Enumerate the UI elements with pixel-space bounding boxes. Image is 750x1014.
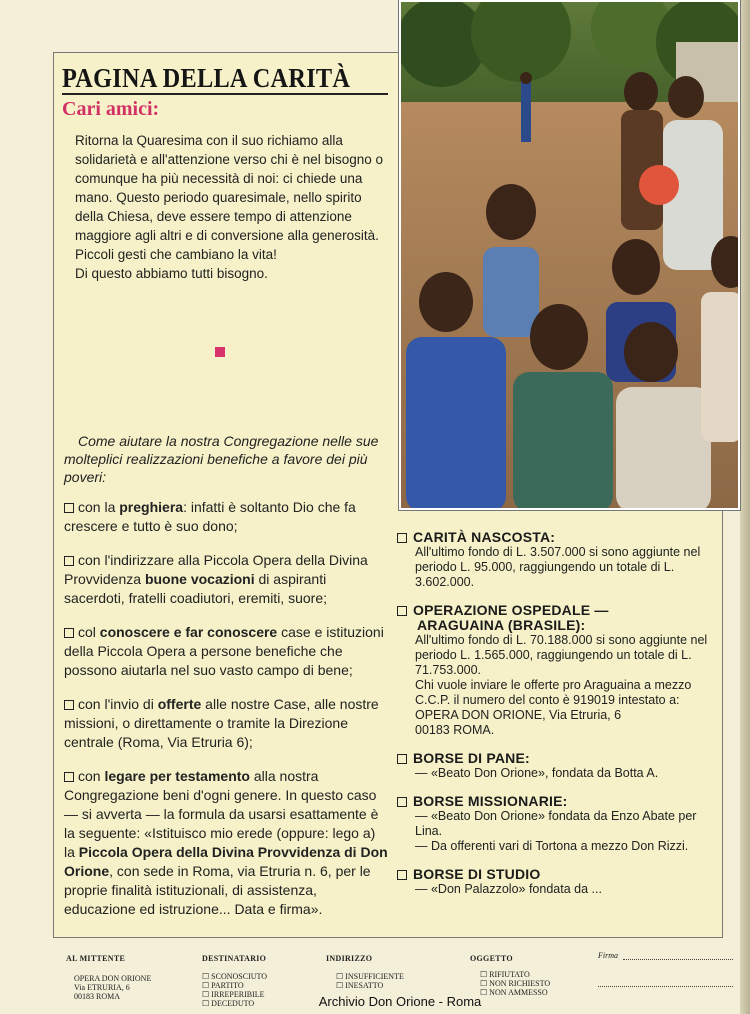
way-item-knowledge: col conoscere e far conoscere case e istituzioni della Piccola Opera a persone benefiche che possono aiutarla nel suo vasto campo di bene; [64, 624, 384, 678]
checkbox-icon [397, 870, 407, 880]
checkbox-icon [64, 700, 74, 710]
indirizzo-option: ☐ INESATTO [336, 981, 384, 990]
funds-column [397, 530, 719, 910]
checkbox-icon [397, 797, 407, 807]
section-borse-missionarie: BORSE MISSIONARIE: — «Beato Don Orione» fondata da Enzo Abate per Lina. — Da offerenti vari di Tortona a mezzo Don Rizzi. [397, 794, 719, 854]
checkbox-icon [64, 556, 74, 566]
way-item-testament: con legare per testamento alla nostra Congregazione beni d'ogni genere. In questo caso — si avverta — la formula da usarsi esattamente è la seguente: «Istituisco mio erede (oppure: lego a) la Piccola Opera della Divina Provvidenza di Don Orione, con sede in Roma, via Etruria n. 6, per le proprie finalità istituzionali, di assistenza, educazione ed istruzione... Data e firma». [64, 768, 388, 917]
way-item-offerings: con l'invio di offerte alle nostre Case, alle nostre missioni, o direttamente o tramite la Direzione centrale (Roma, Via Etruria 6); [64, 696, 379, 750]
signature-line [623, 959, 733, 960]
way-item-prayer: con la preghiera: infatti è soltanto Dio che fa crescere e tutto è suo dono; [64, 499, 356, 534]
destinatario-option: ☐ IRREPERIBILE [202, 990, 265, 999]
checkbox-icon [64, 628, 74, 638]
title-rule [62, 93, 388, 95]
destinatario-option: ☐ DECEDUTO [202, 999, 255, 1008]
page-title: PAGINA DELLA CARITÀ [62, 63, 351, 93]
section-borse-studio: BORSE DI STUDIO — «Don Palazzolo» fondata da ... [397, 867, 719, 897]
children-photo [399, 0, 740, 510]
checkbox-icon [397, 754, 407, 764]
indirizzo-label: INDIRIZZO [326, 954, 373, 963]
checkbox-icon [64, 503, 74, 513]
mittente-line: Via ETRURIA, 6 [74, 983, 130, 992]
greeting: Cari amici: [62, 98, 160, 120]
section-carita-nascosta: CARITÀ NASCOSTA: All'ultimo fondo di L. 3.507.000 si sono aggiunte nel periodo L. 95.000, raggiungendo un totale di L. 3.602.000. [397, 530, 719, 590]
intro-paragraph-1: Ritorna la Quaresima con il suo richiamo alla solidarietà e all'attenzione verso chi è nel bisogno o comunque ha più necessità di noi: ci chiede una mano. Questo periodo quaresimale, nello spirito della Chiesa, deve essere tempo di attenzione maggiore agli altri e di conversione alla generosità. Piccoli gesti che cambiano la vita! [75, 133, 384, 262]
firma-label: Firma [598, 951, 618, 960]
oggetto-option: ☐ NON RICHIESTO [480, 979, 551, 988]
page-edge [740, 0, 750, 1014]
oggetto-label: OGGETTO [470, 954, 513, 963]
decorative-square [215, 347, 225, 357]
mittente-line: 00183 ROMA [74, 992, 121, 1001]
oggetto-option: ☐ RIFIUTATO [480, 970, 530, 979]
signature-line [598, 986, 733, 987]
section-operazione-ospedale: OPERAZIONE OSPEDALE — ARAGUAINA (BRASILE): All'ultimo fondo di L. 70.188.000 si sono aggiunte nel periodo L. 1.565.000, raggiungendo un totale di L. 71.753.000. Chi vuole inviare le offerte pro Araguaina a mezzo C.C.P. il numero del conto è 919019 intestato a: OPERA DON ORIONE, Via Etruria, 6 00183 ROMA. [397, 603, 719, 738]
intro-text [75, 131, 385, 283]
oggetto-option: ☐ NON AMMESSO [480, 988, 548, 997]
indirizzo-option: ☐ INSUFFICIENTE [336, 972, 404, 981]
mittente-line: OPERA DON ORIONE [74, 974, 152, 983]
how-to-heading: Come aiutare la nostra Congregazione nelle sue molteplici realizzazioni benefiche a favore dei più poveri: [64, 433, 379, 485]
section-borse-pane: BORSE DI PANE: — «Beato Don Orione», fondata da Botta A. [397, 751, 719, 781]
checkbox-icon [397, 606, 407, 616]
destinatario-option: ☐ SCONOSCIUTO [202, 972, 268, 981]
mittente-label: AL MITTENTE [66, 954, 126, 963]
destinatario-label: DESTINATARIO [202, 954, 267, 963]
checkbox-icon [397, 533, 407, 543]
way-item-vocations: con l'indirizzare alla Piccola Opera della Divina Provvidenza buone vocazioni di aspiranti sacerdoti, fratelli coadiutori, eremiti, suore; [64, 552, 368, 606]
destinatario-option: ☐ PARTITO [202, 981, 244, 990]
archive-caption: Archivio Don Orione - Roma [318, 994, 482, 1009]
ways-list [64, 498, 388, 934]
intro-paragraph-2: Di questo abbiamo tutti bisogno. [75, 266, 268, 281]
checkbox-icon [64, 772, 74, 782]
